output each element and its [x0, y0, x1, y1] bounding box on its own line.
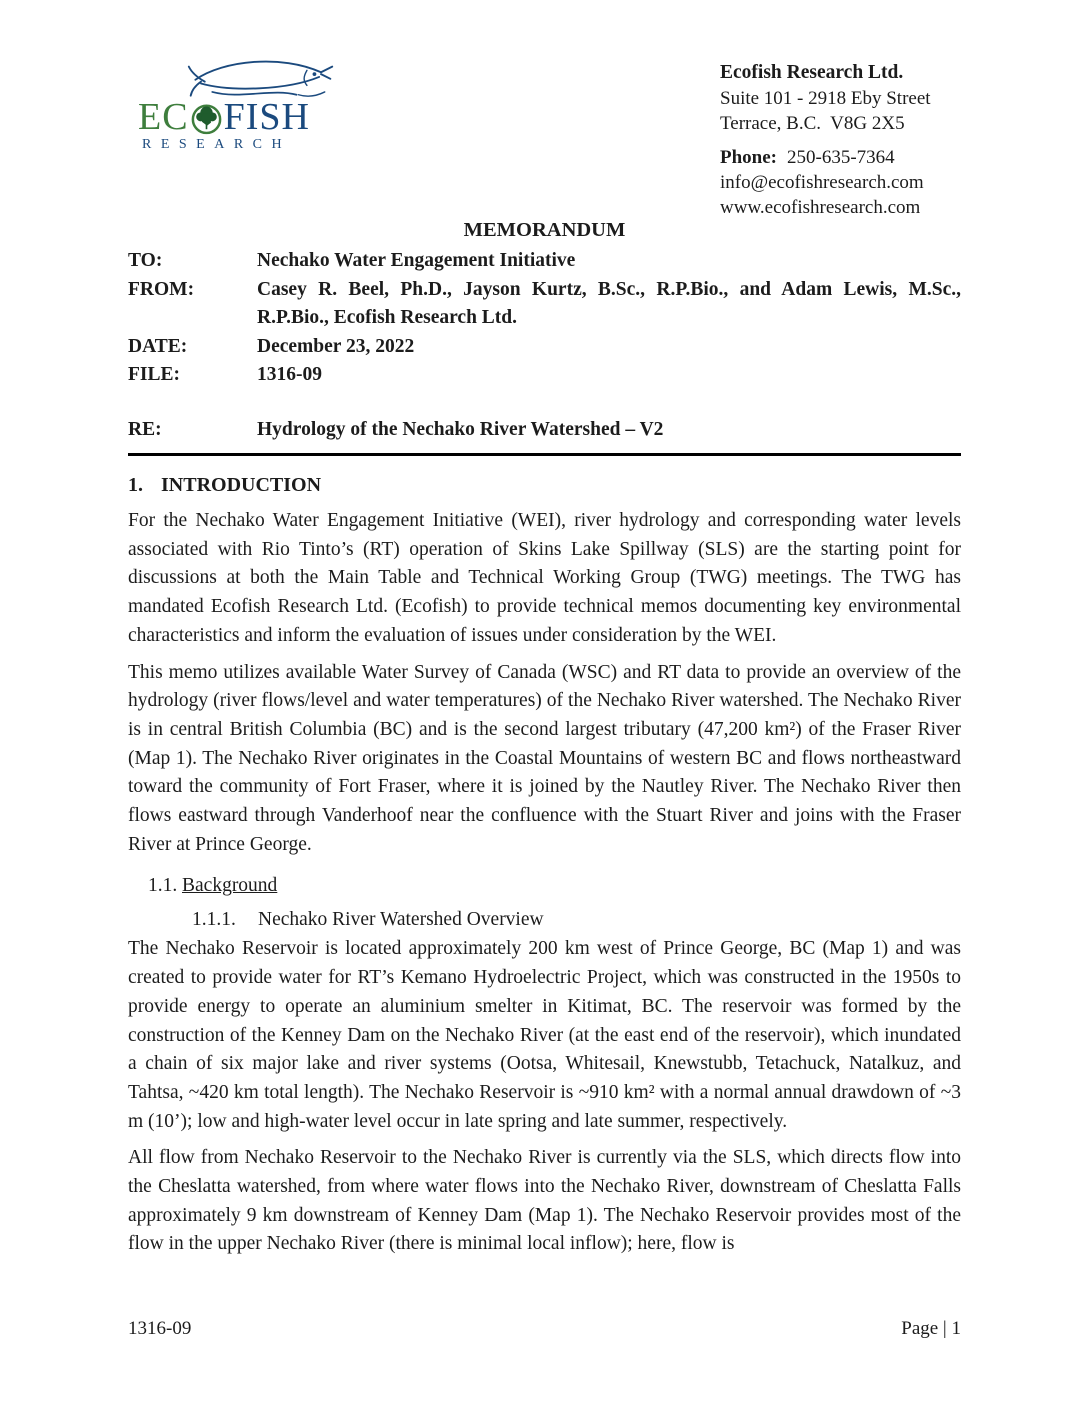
footer-page-number: Page | 1 — [901, 1318, 961, 1339]
header-divider-rule — [128, 453, 961, 456]
memo-field-from — [128, 276, 961, 333]
section-title: INTRODUCTION — [161, 474, 322, 496]
contact-block — [720, 60, 970, 220]
field-value-to: Nechako Water Engagement Initiative — [257, 250, 576, 271]
subsection-heading-background — [148, 872, 961, 900]
subsubsection-number: 1.1.1. — [192, 909, 236, 931]
field-value-from: Casey R. Beel, Ph.D., Jayson Kurtz, B.Sc., R.P.Bio., and Adam Lewis, M.Sc., R.P.Bio., Ecofish Research Ltd. — [257, 278, 961, 328]
logo-research-text: RESEARCH — [142, 137, 292, 152]
subsection-number: 1.1. — [148, 875, 178, 897]
paragraph-intro-2: This memo utilizes available Water Survey of Canada (WSC) and RT data to provide an overview of the hydrology (river flows/level and water temperatures) of the Nechako River watershed. The Nechako River is in central British Columbia (BC) and is the second largest tributary (47,200 km²) of the Fraser River (Map 1). The Nechako River originates in the Coastal Mountains of western BC and flows northeastward toward the community of Fort Fraser, where it is joined by the Nautley River. The Nechako River then flows eastward through Vanderhoof near the confluence with the Stuart River and joins with the Fraser River at Prince George. — [128, 661, 961, 855]
logo-eco-text: EC — [138, 96, 189, 138]
phone-label: Phone: — [720, 147, 777, 168]
field-label-from: FROM: — [128, 278, 195, 300]
fish-eye — [313, 72, 317, 76]
subsubsection-heading-watershed-overview — [192, 906, 961, 934]
company-name: Ecofish Research Ltd. — [720, 62, 904, 83]
memo-field-to — [128, 247, 961, 276]
paragraph-flow: All flow from Nechako Reservoir to the Nechako River is currently via the SLS, which directs flow into the Cheslatta watershed, from where water flows into the Nechako River, downstream of Cheslatta Falls approximately 9 km downstream of Kenney Dam (Map 1). The Nechako Reservoir provides most of the flow in the upper Nechako River (there is minimal local inflow); here, flow is — [128, 1147, 961, 1255]
paragraph-intro-1: For the Nechako Water Engagement Initiative (WEI), river hydrology and corresponding water levels associated with Rio Tinto’s (RT) operation of Skins Lake Spillway (SLS) are the starting point for discussions at both the Main Table and Technical Working Group (TWG) meetings. The TWG has mandated Ecofish Research Ltd. (Ecofish) to provide technical memos documenting key environmental characteristics and inform the evaluation of issues under consideration by the WEI. — [128, 510, 961, 646]
footer-file-number: 1316-09 — [128, 1318, 192, 1339]
phone-number: 250-635-7364 — [787, 147, 895, 168]
address-line-1: Suite 101 - 2918 Eby Street — [720, 88, 931, 109]
email-address: info@ecofishresearch.com — [720, 172, 924, 193]
subsubsection-title: Nechako River Watershed Overview — [258, 909, 544, 931]
memo-field-file — [128, 361, 961, 390]
tree-in-o-icon — [190, 102, 223, 135]
memo-fields — [128, 247, 961, 444]
memo-title: MEMORANDUM — [463, 219, 626, 241]
address-line-2: Terrace, B.C. V8G 2X5 — [720, 113, 905, 134]
paragraph-reservoir: The Nechako Reservoir is located approximately 200 km west of Prince George, BC (Map 1) and was created to provide water for RT’s Kemano Hydroelectric Project, which was constructed in the 1950s to provide energy to operate an aluminium smelter in Kitimat, BC. The reservoir was formed by the construction of the Kenney Dam on the Nechako River (at the east end of the reservoir), which inundated a chain of six major lake and river systems (Ootsa, Whitesail, Knewstubb, Tetachuck, Natalkuz, and Tahtsa, ~420 km total length). The Nechako Reservoir is ~910 km² with a normal annual drawdown of ~3 m (10’); low and high-water level occur in late spring and late summer, respectively. — [128, 938, 961, 1132]
subsection-title: Background — [182, 875, 278, 897]
section-number: 1. — [128, 474, 143, 496]
memo-content — [128, 216, 961, 1267]
phone-row — [720, 145, 970, 170]
field-label-to: TO: — [128, 250, 163, 271]
logo-wordmark — [138, 96, 348, 138]
field-value-date: December 23, 2022 — [257, 335, 415, 357]
website-url: www.ecofishresearch.com — [720, 197, 921, 218]
section-heading-introduction — [128, 471, 961, 499]
ecofish-logo — [138, 52, 348, 153]
fish-icon — [186, 52, 336, 100]
memo-field-re — [128, 416, 961, 445]
memo-field-date — [128, 333, 961, 362]
logo-fish-text: FISH — [223, 96, 310, 138]
field-label-re: RE: — [128, 418, 162, 440]
field-value-file: 1316-09 — [257, 364, 322, 385]
field-value-re: Hydrology of the Nechako River Watershed – V2 — [257, 418, 664, 440]
field-label-date: DATE: — [128, 335, 188, 357]
field-label-file: FILE: — [128, 364, 181, 385]
page-footer — [128, 1318, 961, 1340]
